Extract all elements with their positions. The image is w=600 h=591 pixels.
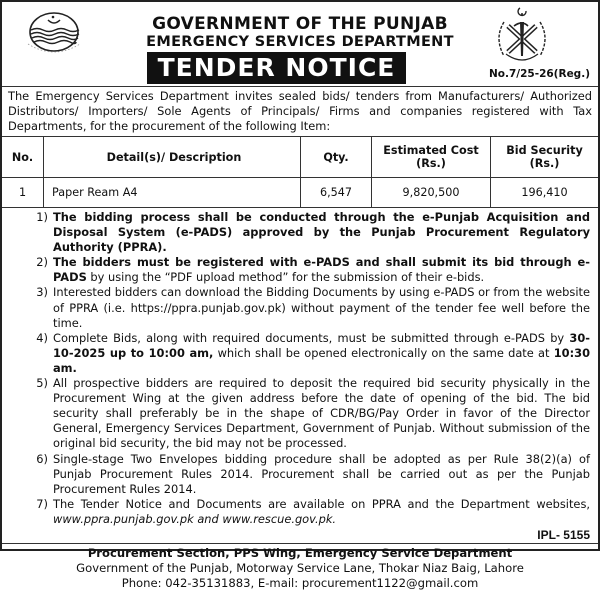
term-number: 2) (36, 255, 48, 270)
reference-number: No.7/25-26(Reg.) (488, 68, 590, 80)
term-item-5 (24, 376, 590, 451)
footer-contact: Phone: 042-35131883, E-mail: procurement1122@gmail.com (121, 575, 479, 590)
term-number: 1) (36, 210, 48, 224)
term-number: 6) (36, 451, 48, 466)
term-rest-text: by using the “PDF upload method” for the submission of their e-bids. (86, 270, 485, 285)
intro-paragraph: The Emergency Services Department invites sealed bids/ tenders from Manufacturers/ Authorized Distributors/ Importers/ Sole Agents of Principals/ Firms and companies registered with Tax Departments, for the procurement of the following Item: (2, 86, 598, 136)
term-text: All prospective bidders are required to deposit the required bid security physically in the Procurement Wing at the given address before the date of opening of the bid. The bid security shall preferably be in the shape of CDR/BG/Pay Order in favor of the Director General, Emergency Services Department, Government of Punjab. Without submission of the original bid security, the bid may not be processed. (53, 376, 590, 451)
ipl-code: IPL- 5155 (537, 527, 590, 542)
term-text: The bidding process shall be conducted through the e-Punjab Acquisition and Disposal System (e-PADS) approved by the Punjab Procurement Regulatory Authority (PPRA). (53, 210, 590, 255)
rescue-1122-emblem-icon (490, 4, 554, 70)
cell-no: 1 (2, 178, 44, 208)
cell-estimated-cost: 9,820,500 (372, 178, 491, 208)
term-number: 7) (36, 496, 48, 511)
footer-section-name: Procurement Section, PPS Wing, Emergency Service Department (87, 545, 513, 560)
term-text: Single-stage Two Envelopes bidding procedure shall be adopted as per Rule 38(2)(a) of Punjab Procurement Rules 2014. Procurement shall be carried out as per the Punjab Procurement Rules 2014. (53, 451, 590, 496)
terms-list (2, 208, 598, 527)
submission-deadline: 30-10-2025 up to 10:00 am, (53, 330, 590, 360)
term-pre-text: The Tender Notice and Documents are available on PPRA and the Department websites, (53, 496, 590, 511)
items-table (2, 136, 598, 208)
col-header-estimated-cost: Estimated Cost (Rs.) (372, 137, 491, 178)
term-bold-text: The bidders must be registered with e-PADS and shall submit its bid through e-PADS (53, 255, 590, 285)
term-number: 4) (36, 330, 48, 345)
term-number: 3) (36, 285, 48, 300)
term-number: 5) (36, 376, 48, 391)
table-header-row (2, 137, 598, 178)
term-item-7 (24, 497, 590, 527)
col-header-qty: Qty. (301, 137, 372, 178)
notice-header (2, 2, 598, 86)
cell-description: Paper Ream A4 (44, 178, 301, 208)
term-text (53, 255, 590, 285)
website-links: www.ppra.punjab.gov.pk and www.rescue.gov.pk. (53, 511, 337, 526)
term-item-6 (24, 452, 590, 497)
tender-notice-banner: TENDER NOTICE (147, 52, 406, 84)
opening-time: 10:30 am. (53, 345, 590, 375)
cell-qty: 6,547 (301, 178, 372, 208)
term-pre-text: Complete Bids, along with required documents, must be submitted through e-PADS by (53, 330, 570, 345)
col-header-bid-security: Bid Security (Rs.) (491, 137, 599, 178)
department-title: EMERGENCY SERVICES DEPARTMENT (146, 34, 454, 50)
contact-footer (2, 543, 598, 591)
table-row (2, 178, 598, 208)
government-title: GOVERNMENT OF THE PUNJAB (152, 14, 448, 34)
term-text (53, 331, 590, 376)
footer-address: Government of the Punjab, Motorway Service Lane, Thokar Niaz Baig, Lahore (76, 560, 524, 575)
term-item-4 (24, 331, 590, 376)
term-text (53, 497, 590, 527)
term-mid-text: which shall be opened electronically on the same date at (213, 345, 554, 360)
term-item-3 (24, 285, 590, 330)
term-item-1 (24, 210, 590, 255)
term-item-2 (24, 255, 590, 285)
term-text: Interested bidders can download the Bidding Documents by using e-PADS or from the website of PPRA (i.e. https://ppra.punjab.gov.pk) without payment of the tender fee well before the time. (53, 285, 590, 330)
col-header-no: No. (2, 137, 44, 178)
cell-bid-security: 196,410 (491, 178, 599, 208)
col-header-description: Detail(s)/ Description (44, 137, 301, 178)
